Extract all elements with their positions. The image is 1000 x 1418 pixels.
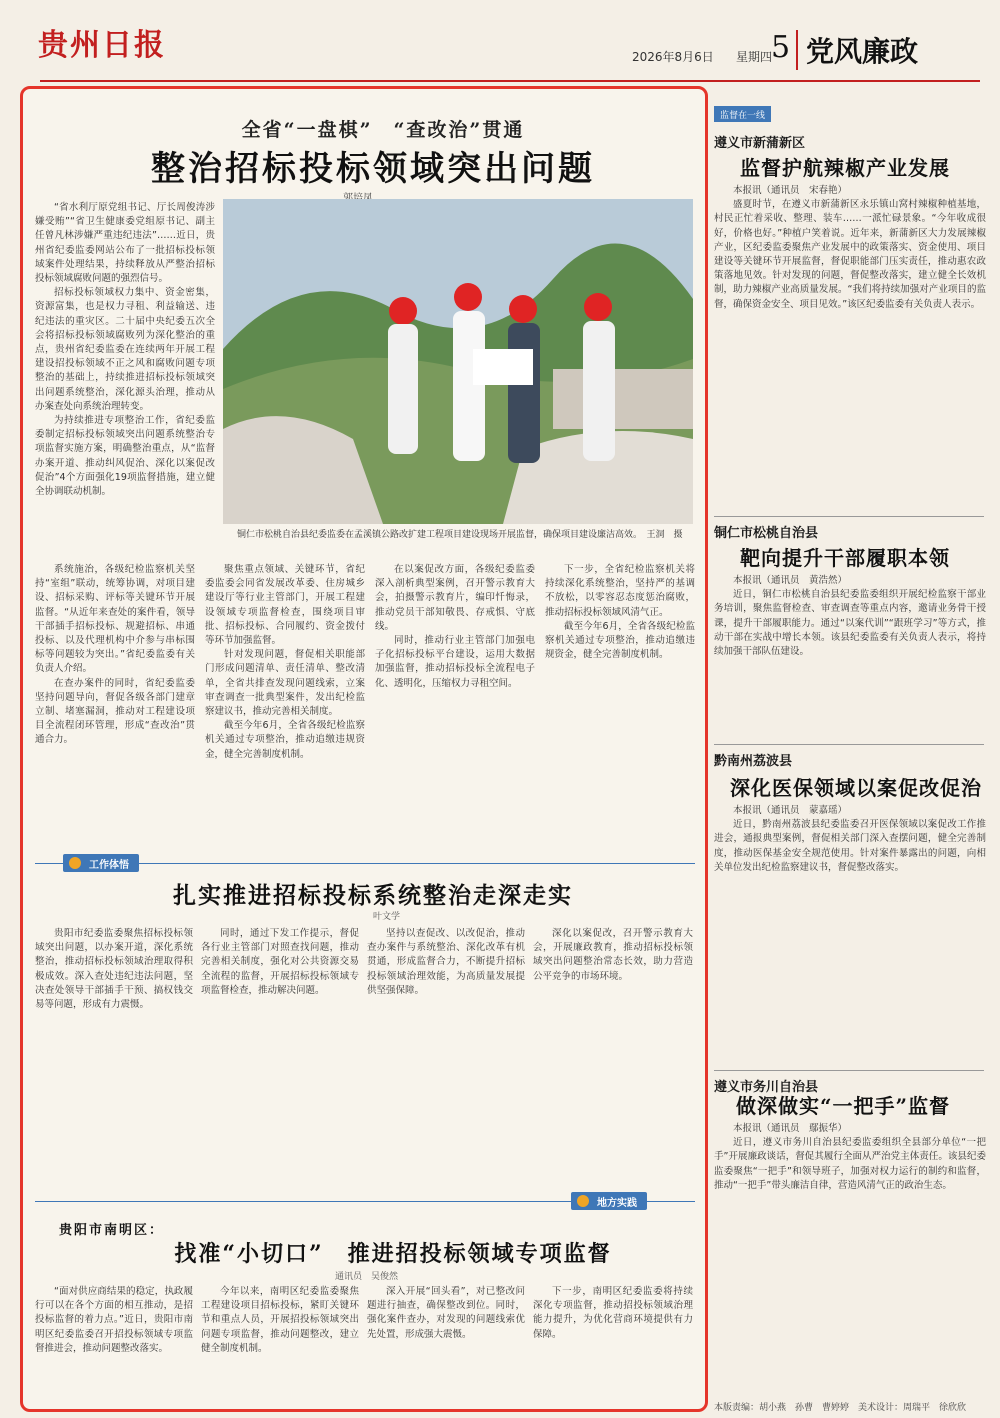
story-2-body [714, 574, 986, 734]
paragraph: 为持续推进专项整治工作，省纪委监委制定招标投标领域突出问题系统整治专项监督实施方案，明确整治重点，从“监督办案开道、推动纠风促治、深化以案促改促治”4个方面强化19项监督措施，建立健全协调联动机制。 [35, 415, 215, 498]
local-column-1 [35, 1285, 193, 1405]
paragraph: 近日，遵义市务川自治县纪委监委组织全县部分单位“一把手”开展廉政谈话，督促其履行全面从严治党主体责任。该县纪委监委聚焦“一把手”和领导班子，加强对权力运行的制约和监督，推动“一把手”带头廉洁自律，营造风清气正的政治生态。 [714, 1137, 986, 1191]
work-column-2 [201, 927, 359, 1191]
work-column-1 [35, 927, 193, 1191]
story-byline: 本报讯（通讯员 鄢振华） [733, 1123, 848, 1134]
paragraph: 招标投标领域权力集中、资金密集，资源富集，也是权力寻租、利益输送、违纪违法的重灾区。二十届中央纪委五次全会将招标投标领域腐败列为深化整治的重点，贵州省纪委监委在连续两年开展工程建设招投标领域不正之风和腐败问题专项整治的基础上，持续推进招标投标领域突出问题系统整治，深化源头治理，推动从办案查处向系统治理转变。 [35, 287, 215, 412]
lead-column-1 [35, 201, 215, 557]
local-headline[interactable]: 找准“小切口” 推进招投标领域专项监督 [174, 1241, 612, 1267]
paragraph: 下一步，南明区纪委监委将持续深化专项监督，推动招投标领域治理能力提升，为优化营商环境提供有力保障。 [533, 1286, 693, 1340]
lead-column-3 [205, 563, 365, 837]
paragraph: 聚焦重点领域、关键环节，省纪委监委会同省发展改革委、住房城乡建设厅等行业主管部门，开展工程建设领域专项监督检查，围绕项目审批、招标投标、合同履约、资金拨付等环节加强监督。 [205, 564, 365, 647]
work-headline[interactable]: 扎实推进招标投标系统整治走深走实 [173, 882, 573, 909]
local-region: 贵阳市南明区： [59, 1223, 165, 1238]
work-byline: 叶文学 [373, 912, 401, 922]
story-1-place: 遵义市新蒲新区 [714, 136, 806, 151]
lead-photo[interactable] [223, 199, 693, 524]
story-1-body [714, 184, 986, 504]
paragraph: 针对发现问题，督促相关职能部门形成问题清单、责任清单、整改清单，全省共排查发现问题线索，立案审查调查一批典型案件，发出纪检监察建议书，推动完善相关制度。 [205, 649, 365, 718]
page-credits: 本版责编：胡小燕 孙曹 曹婷婷 美术设计：周瑞平 徐欣欣 [714, 1403, 967, 1413]
masthead-rule [40, 80, 980, 82]
work-column-4 [533, 927, 693, 1191]
paragraph: 同时，推动行业主管部门加强电子化招标投标平台建设，运用大数据加强监督，推动招标投标全流程电子化、透明化，压缩权力寻租空间。 [375, 635, 535, 689]
paragraph: 同时，通过下发工作提示，督促各行业主管部门对照查找问题，推动完善相关制度，强化对公共资源交易全流程的监督，开展招标投标领域专项监督检查，推动解决问题。 [201, 928, 359, 996]
paragraph: 近日，黔南州荔波县纪委监委召开医保领域以案促改工作推进会，通报典型案例，督促相关部门深入查摆问题，健全完善制度，推动医保基金安全规范使用。针对案件暴露出的问题，向相关单位发出纪检监察建议书，督促整改落实。 [714, 819, 986, 873]
lead-headline[interactable]: 整治招标投标领域突出问题 [151, 149, 595, 189]
lead-column-2 [35, 563, 195, 837]
story-divider [714, 744, 984, 745]
construction-site-image [223, 199, 693, 524]
story-divider [714, 516, 984, 517]
story-4-body [714, 1122, 986, 1392]
local-column-3 [367, 1285, 525, 1405]
newspaper-logo: 贵州日报 [38, 28, 166, 63]
local-byline: 通讯员 吴俊然 [335, 1272, 399, 1282]
masthead [0, 0, 1000, 84]
paragraph: 在查办案件的同时，省纪委监委坚持问题导向，督促各级各部门建章立制、堵塞漏洞，推动对工程建设项目全流程闭环管理，形成“查改治”贯通合力。 [35, 677, 195, 746]
paragraph: 坚持以查促改、以改促治，推动查办案件与系统整治、深化改革有机贯通，形成监督合力，不断提升招标投标领域治理效能，为高质量发展提供坚强保障。 [367, 928, 525, 996]
paragraph: 在以案促改方面，各级纪委监委深入剖析典型案例，召开警示教育大会，拍摄警示教育片，编印忏悔录，推动党员干部知敬畏、存戒惧、守底线。 [375, 564, 535, 632]
lead-column-4 [375, 563, 535, 837]
story-divider [714, 1070, 984, 1071]
paragraph: 盛夏时节，在遵义市新蒲新区永乐镇山窝村辣椒种植基地，村民正忙着采收、整理、装车……一派忙碌景象。“今年收成很好，价格也好。”种植户笑着说。近年来，新蒲新区大力发展辣椒产业，区纪委监委聚焦产业发展中的政策落实、资金使用、项目建设等关键环节开展监督，督促职能部门压实责任，推动惠农政策落地见效。针对发现的问题，督促整改落实，建立健全长效机制，助力辣椒产业高质量发展。“我们将持续加强对产业项目的监督，确保资金安全、项目见效。”该区纪委监委有关负责人表示。 [714, 199, 986, 310]
story-byline: 本报讯（通讯员 宋春艳） [733, 185, 848, 196]
lead-column-5 [545, 563, 695, 837]
issue-date: 2026年8月6日 [632, 50, 714, 64]
story-byline: 本报讯（通讯员 蒙嘉瑶） [733, 805, 848, 816]
photo-caption: 铜仁市松桃自治县纪委监委在孟溪镇公路改扩建工程项目建设现场开展监督，确保项目建设廉洁高效。 王洞 摄 [237, 530, 683, 540]
paragraph: “省水利厅原党组书记、厅长周俊涛涉嫌受贿”“省卫生健康委党组原书记、副主任曾凡林涉嫌严重违纪违法”……近日，贵州省纪委监委网站公布了一批招标投标领域案件处理结果，持续释放从严整治招标投标领域腐败问题的强烈信号。 [35, 202, 215, 285]
local-column-2 [201, 1285, 359, 1405]
paragraph: 深化以案促改，召开警示教育大会，开展廉政教育，推动招标投标领域突出问题整治常态长效，助力营造公平竞争的市场环境。 [533, 928, 693, 982]
paragraph: 今年以来，南明区纪委监委聚焦工程建设项目招标投标，紧盯关键环节和重点人员，开展招投标领域突出问题专项监督，推动问题整改，建立健全制度机制。 [201, 1286, 359, 1354]
local-column-4 [533, 1285, 693, 1405]
story-2-place: 铜仁市松桃自治县 [714, 526, 819, 541]
work-section-tag: 工作体悟 [63, 854, 139, 872]
story-3-body [714, 804, 986, 1044]
lead-kicker: 全省“一盘棋” “查改治”贯通 [241, 119, 525, 141]
paragraph: “面对供应商结果的稳定，执政履行可以在各个方面的相互推动，是招投标监督的着力点。”近日，贵阳市南明区纪委监委召开招投标领域专项监督推进会，推动问题整改落实。 [35, 1286, 193, 1354]
work-column-3 [367, 927, 525, 1191]
story-1-headline[interactable]: 监督护航辣椒产业发展 [740, 156, 950, 180]
paragraph: 系统施治，各级纪检监察机关坚持“室组”联动，统筹协调，对项目建设、招标采购、评标等关键环节开展监督。“从近年来查处的案件看，领导干部插手招标投标、规避招标、串通投标、以及代理机构中介参与串标围标等问题较为突出。”省纪委监委有关负责人介绍。 [35, 564, 195, 675]
local-section-tag: 地方实践 [571, 1192, 647, 1210]
story-2-headline[interactable]: 靶向提升干部履职本领 [740, 546, 950, 570]
feature-frame [20, 86, 708, 1412]
page-number: 5 [771, 30, 791, 65]
story-3-headline[interactable]: 深化医保领域以案促改促治 [730, 776, 982, 800]
paragraph: 深入开展“回头看”，对已整改问题进行抽查，确保整改到位。同时，强化案件查办，对发现的问题线索优先处置，形成强大震慑。 [367, 1286, 525, 1340]
paragraph: 下一步，全省纪检监察机关将持续深化系统整治，坚持严的基调不放松，以零容忍态度惩治腐败，推动招标投标领域风清气正。 [545, 564, 695, 618]
issue-weekday: 星期四 [736, 50, 773, 64]
story-4-place: 遵义市务川自治县 [714, 1080, 819, 1095]
right-column-tag: 监督在一线 [714, 106, 771, 122]
paragraph: 近日，铜仁市松桃自治县纪委监委组织开展纪检监察干部业务培训，聚焦监督检查、审查调查等重点内容，邀请业务骨干授课，提升干部履职能力。通过“以案代训”“跟班学习”等方式，推动干部在实战中增长本领。该县纪委监委有关负责人表示，将持续加强干部队伍建设。 [714, 589, 986, 658]
paragraph: 贵阳市纪委监委聚焦招标投标领域突出问题，以办案开道，深化系统整治，推动招标投标领域治理取得积极成效。深入查处违纪违法问题，坚决查处领导干部插手干预、搞权钱交易等问题，形成有力震慑。 [35, 928, 193, 1011]
story-byline: 本报讯（通讯员 黄浩然） [733, 575, 848, 586]
story-4-headline[interactable]: 做深做实“一把手”监督 [736, 1094, 951, 1118]
paragraph: 截至今年6月，全省各级纪检监察机关通过专项整治，推动追缴违规资金，健全完善制度机制。 [545, 620, 695, 661]
story-3-place: 黔南州荔波县 [714, 754, 793, 769]
section-title: 党风廉政 [796, 30, 918, 70]
paragraph: 截至今年6月，全省各级纪检监察机关通过专项整治，推动追缴违规资金，健全完善制度机制。 [205, 720, 365, 760]
